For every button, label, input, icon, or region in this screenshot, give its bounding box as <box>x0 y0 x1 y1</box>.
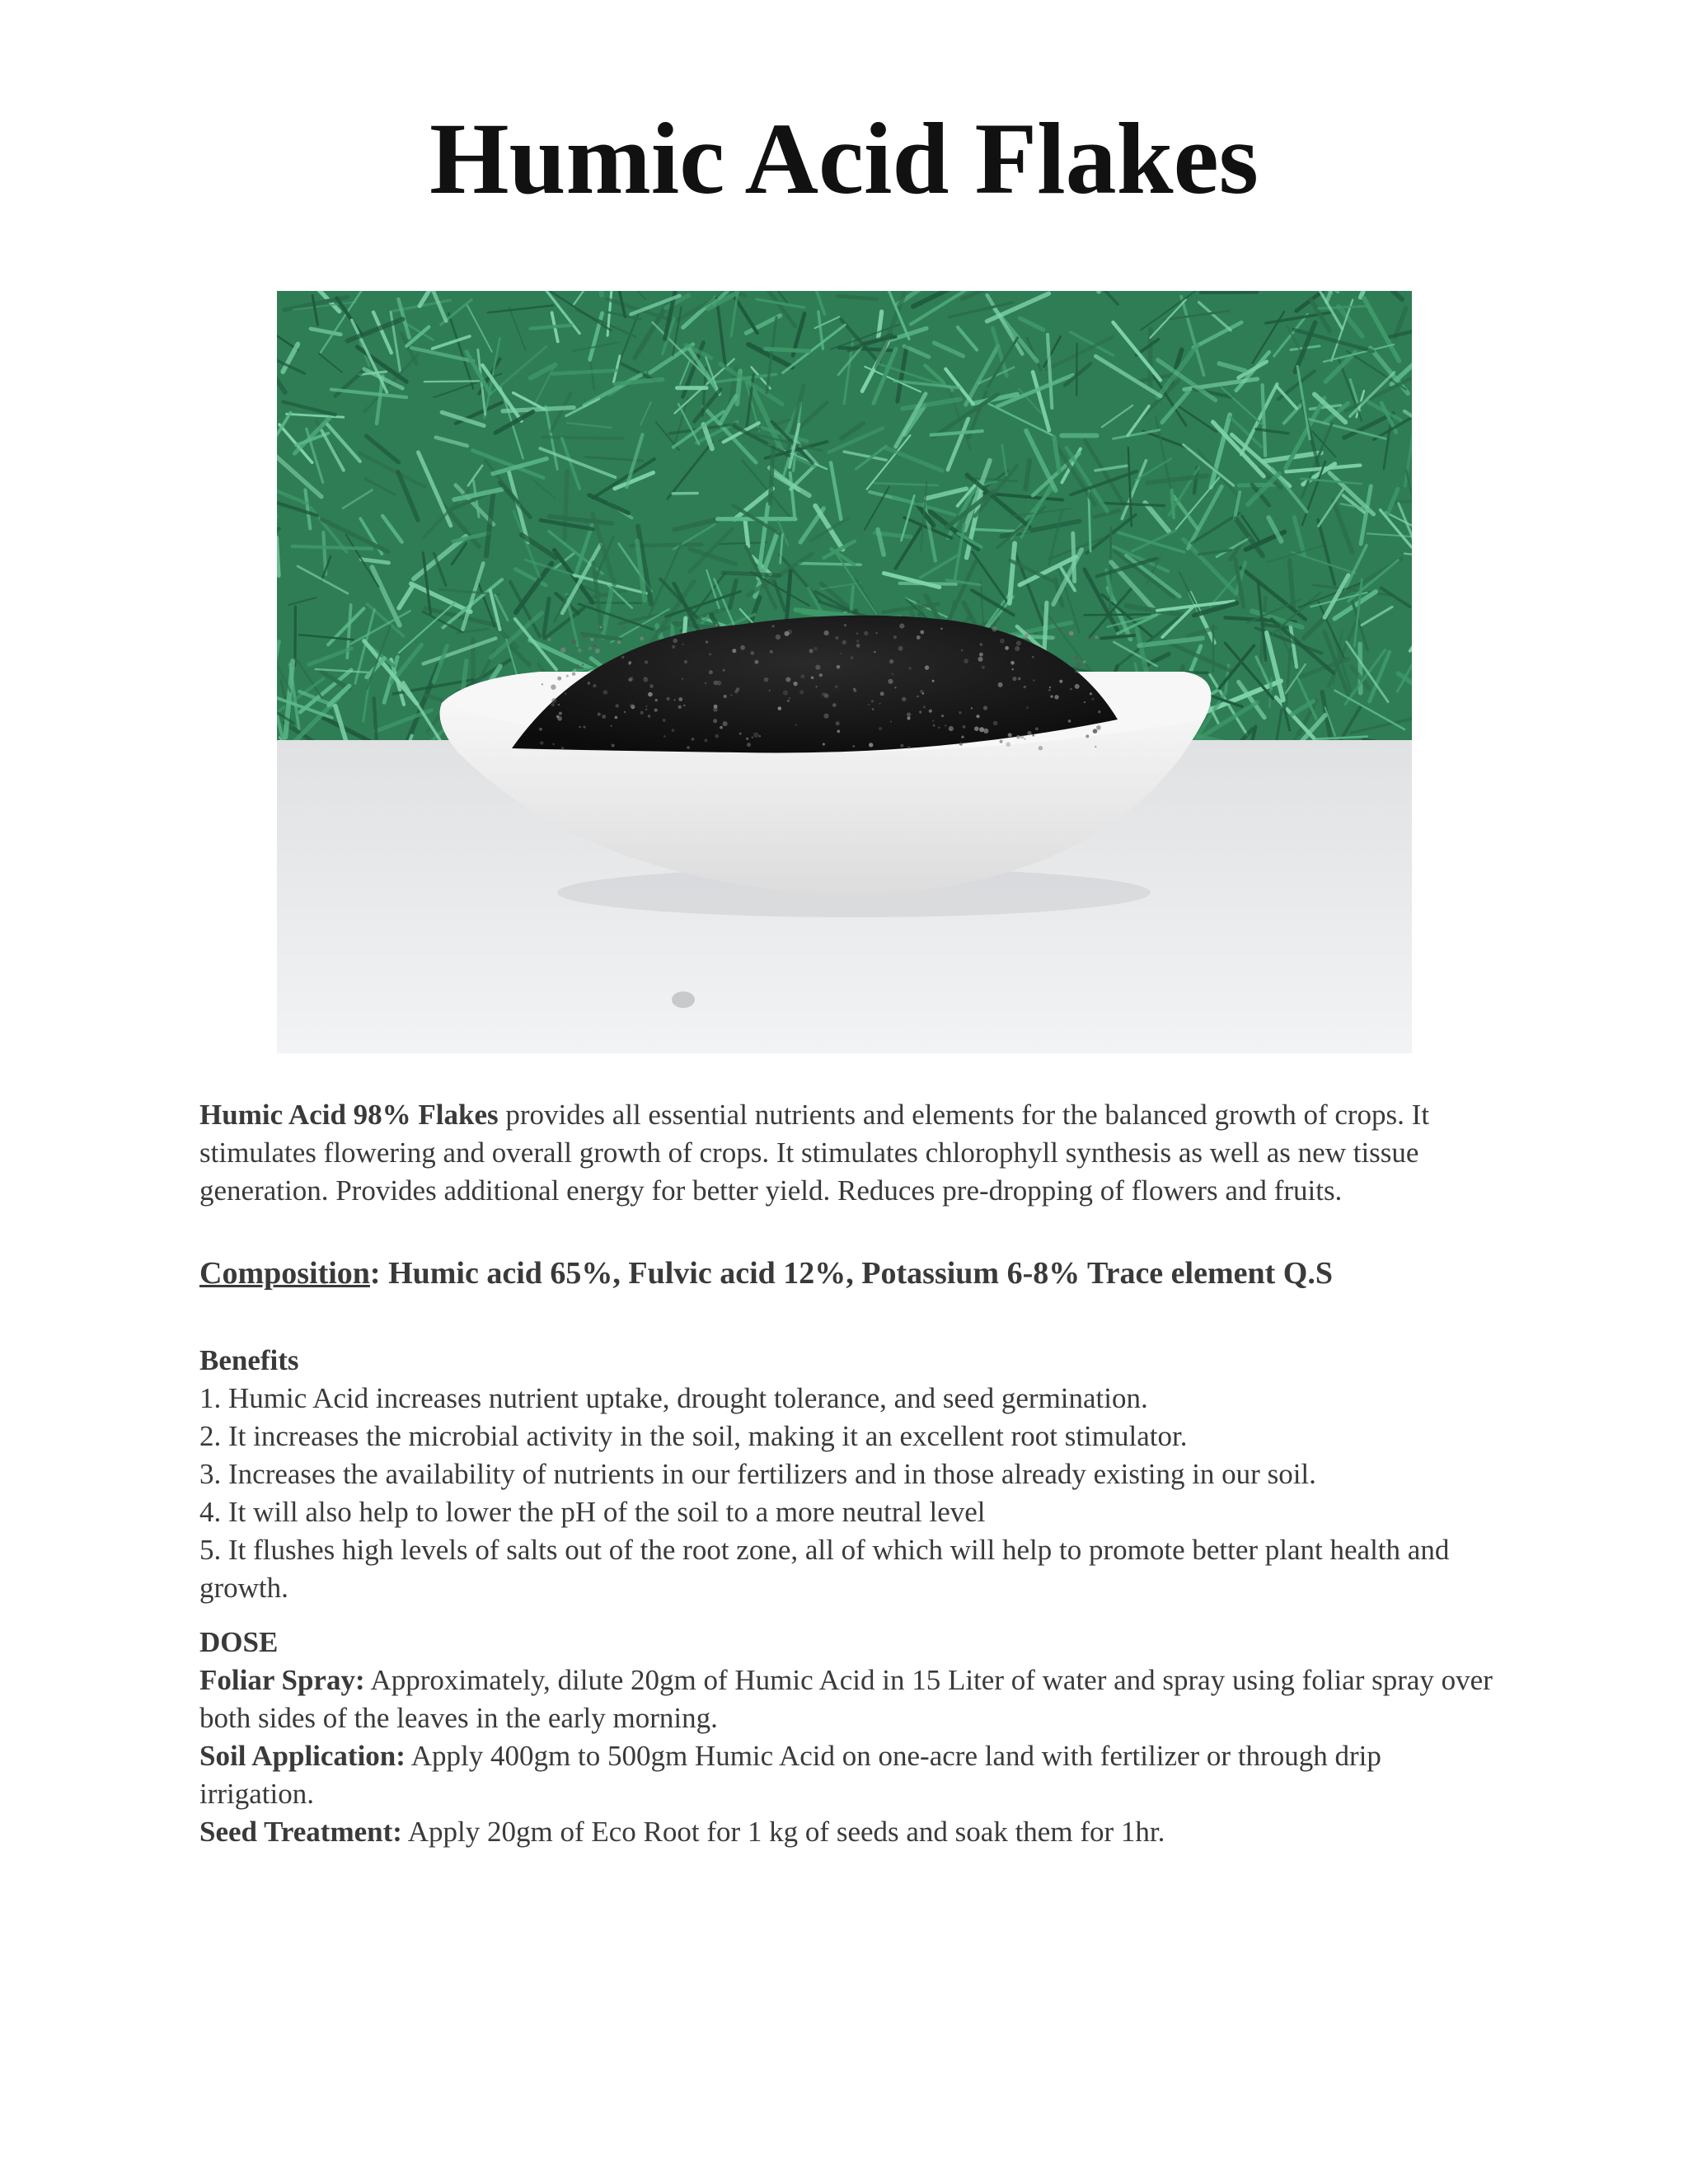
dose-item-soil <box>199 1737 1493 1813</box>
composition-separator: : <box>369 1256 381 1291</box>
benefit-item: growth. <box>199 1572 288 1604</box>
dose-item-foliar <box>199 1661 1493 1737</box>
benefits-heading: Benefits <box>199 1344 299 1376</box>
intro-paragraph <box>199 1096 1493 1210</box>
benefit-item: 4. It will also help to lower the pH of the soil to a more neutral level <box>199 1496 986 1528</box>
composition-label: Composition <box>199 1256 370 1291</box>
dose-text: Apply 400gm to 500gm Humic Acid on one-acre land with fertilizer or through drip irrigation. <box>199 1740 1381 1810</box>
benefit-item: 1. Humic Acid increases nutrient uptake, drought tolerance, and seed germination. <box>199 1382 1148 1414</box>
product-photo <box>277 291 1412 1053</box>
benefit-item: 5. It flushes high levels of salts out of the root zone, all of which will help to promote better plant health and <box>199 1534 1450 1566</box>
benefit-item: 3. Increases the availability of nutrients in our fertilizers and in those already existing in our soil. <box>199 1458 1316 1490</box>
benefit-item: 2. It increases the microbial activity in the soil, making it an excellent root stimulator. <box>199 1420 1188 1452</box>
humic-acid-bowl-image <box>277 291 1412 1053</box>
benefits-list <box>199 1380 1493 1607</box>
document-body <box>199 1096 1493 1851</box>
dose-label: Soil Application: <box>199 1740 406 1772</box>
intro-text: provides all essential nutrients and elements for the balanced growth of crops. It stimulates flowering and overall growth of crops. It stimulates chlorophyll synthesis as well as new tissue generation. Provides additional energy for better yield. Reduces pre-dropping of flowers and fruits. <box>199 1099 1430 1207</box>
dose-text: Approximately, dilute 20gm of Humic Acid in 15 Liter of water and spray using foliar spray over both sides of the leaves in the early morning. <box>199 1664 1493 1734</box>
composition-value: Humic acid 65%, Fulvic acid 12%, Potassium 6-8% Trace element Q.S <box>380 1256 1333 1291</box>
page-title: Humic Acid Flakes <box>429 102 1259 215</box>
dose-text: Apply 20gm of Eco Root for 1 kg of seeds and soak them for 1hr. <box>401 1816 1165 1848</box>
intro-lead: Humic Acid 98% Flakes <box>199 1099 499 1131</box>
dose-label: Foliar Spray: <box>199 1664 365 1696</box>
dose-label: Seed Treatment: <box>199 1816 402 1848</box>
dose-item-seed <box>199 1813 1493 1851</box>
composition-line <box>199 1253 1493 1294</box>
dose-heading: DOSE <box>199 1626 279 1658</box>
